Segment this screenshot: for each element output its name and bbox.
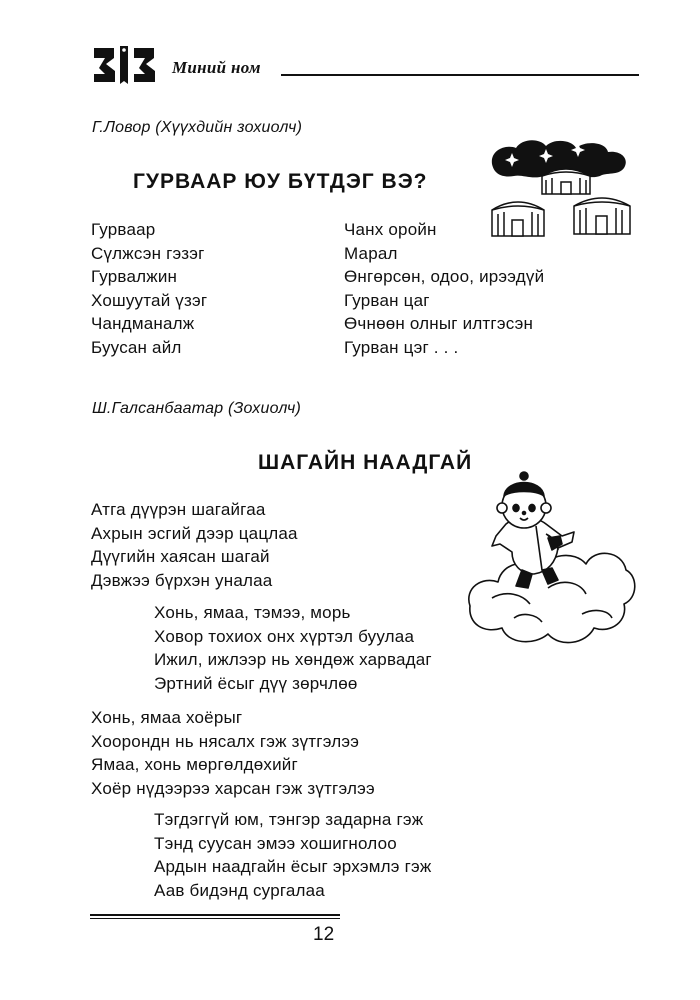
poem-line: Тэгдэггүй юм, тэнгэр задарна гэж [154, 810, 424, 829]
book-title: Миний ном [172, 58, 261, 77]
poem1-title: ГУРВААР ЮУ БҮТДЭГ ВЭ? [133, 170, 428, 193]
poem-line: Гурваар [91, 220, 156, 239]
footer-rule [90, 918, 340, 919]
poem-line: Марал [344, 243, 398, 263]
page-number: 12 [313, 924, 335, 945]
poem2-stanza-4 [154, 808, 431, 902]
header-rule [281, 74, 639, 76]
poem-line: Гурван цаг [344, 290, 430, 310]
poem-line: Ямаа, хонь мөргөлдөхийг [91, 755, 298, 774]
poem-line: Ахрын эсгий дээр цацлаа [91, 523, 298, 543]
poem-line: Хоорондн нь нясалх гэж зүтгэлээ [91, 731, 360, 751]
poem-line: Атга дүүрэн шагайгаа [91, 500, 266, 519]
poem-line: Хоёр нүдээрээ харсан гэж зүтгэлээ [91, 778, 375, 798]
poem-line: Тэнд суусан эмээ хошигнолоо [154, 833, 397, 853]
poem-line: Буусан айл [91, 337, 182, 357]
book-logo-icon [92, 44, 158, 86]
poem-line: Хошуутай үзэг [91, 290, 208, 310]
poem-line: Эртний ёсыг дүү зөрчлөө [154, 673, 358, 693]
poem-line: Сүлжсэн гэзэг [91, 243, 205, 263]
poem-line: Ховор тохиох онх хүртэл буулаа [154, 626, 415, 646]
gers-illustration-icon [488, 136, 634, 246]
child-on-cloud-illustration-icon [462, 458, 640, 658]
poem-line: Гурвалжин [91, 267, 178, 286]
poem-line: Аав бидэнд сургалаа [154, 880, 325, 900]
footer-rule [90, 914, 340, 916]
poem-line: Ардын наадгайн ёсыг эрхэмлэ гэж [154, 857, 432, 876]
poem-line: Ижил, ижлээр нь хөндөж харвадаг [154, 650, 432, 669]
poem-line: Хонь, ямаа, тэмээ, морь [154, 603, 351, 622]
poem-line: Дэвжээ бүрхэн уналаа [91, 570, 273, 590]
poem2-stanza-2 [154, 601, 432, 695]
poem-line: Өчнөөн олныг илтгэсэн [344, 314, 534, 333]
poem2-stanza-1 [91, 498, 298, 592]
poem2-title: ШАГАЙН НААДГАЙ [258, 451, 473, 474]
poem-line: Хонь, ямаа хоёрыг [91, 708, 243, 727]
poem-line: Чанх оройн [344, 220, 437, 239]
poem-line: Гурван цэг . . . [344, 337, 459, 357]
poem-line: Өнгөрсөн, одоо, ирээдүй [344, 267, 545, 286]
poem-line: Чандманалж [91, 314, 195, 333]
poem2-stanza-3 [91, 706, 375, 800]
poem1-author: Г.Ловор (Хүүхдийн зохиолч) [92, 119, 303, 136]
poem1-left-column [91, 218, 207, 359]
poem2-author: Ш.Галсанбаатар (Зохиолч) [92, 400, 302, 417]
poem-line: Дүүгийн хаясан шагай [91, 547, 270, 566]
